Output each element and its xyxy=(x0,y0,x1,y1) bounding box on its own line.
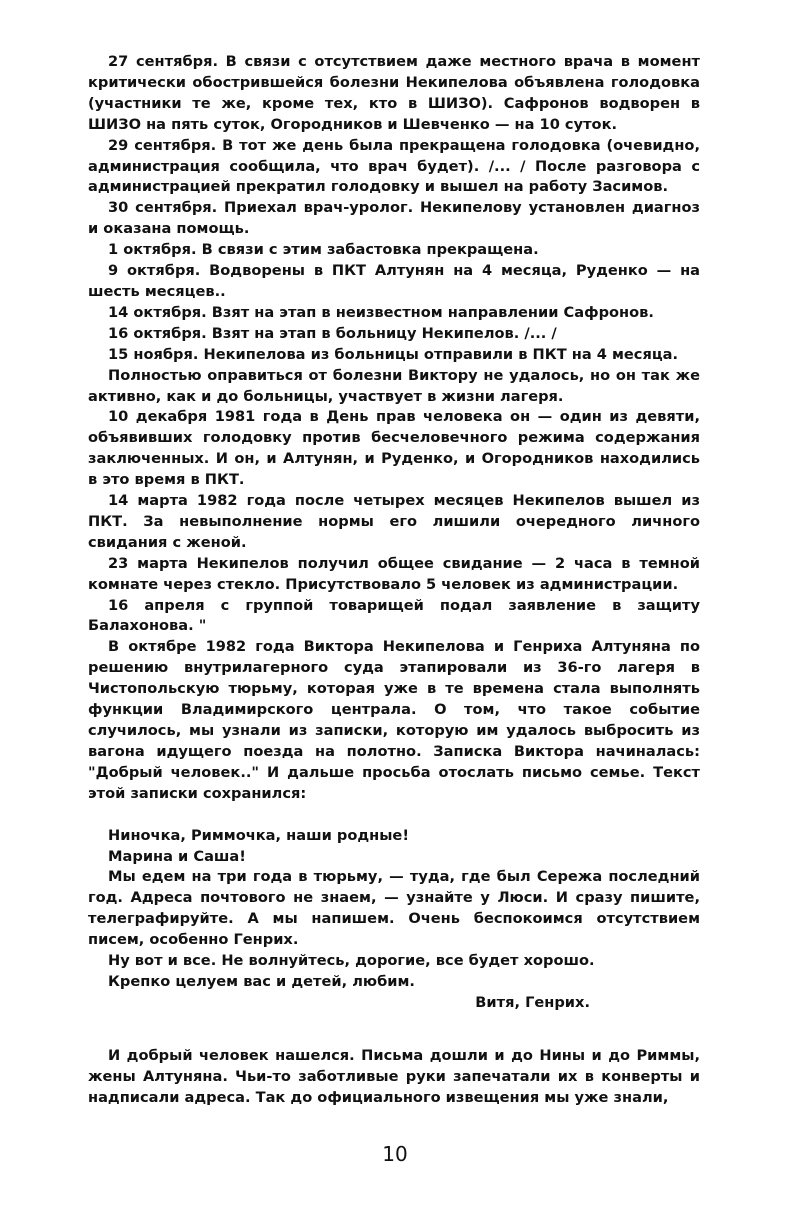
paragraph-nov-15: 15 ноября. Некипелова из больницы отправили в ПКТ на 4 месяца. xyxy=(108,345,679,363)
paragraph-dec-10: 10 декабря 1981 года в День прав человека он — один из девяти, объявивших голодовку против бесчеловечного режима содержания заключенных. И он, и Алтунян, и Руденко, и Огородников находились в это время в ПКТ. xyxy=(88,408,700,489)
letter-signature: Витя, Генрих. xyxy=(475,993,590,1011)
paragraph-oct-1: 1 октября. В связи с этим забастовка прекращена. xyxy=(108,241,539,259)
paragraph-sept-30: 30 сентября. Приехал врач-уролог. Некипелову установлен диагноз и оказана помощь. xyxy=(88,199,700,238)
paragraph-sept-27: 27 сентября. В связи с отсутствием даже местного врача в момент критически обострившейся болезни Некипелова объявлена голодовка (участники те же, кроме тех, кто в ШИЗО). Сафронов водворен в ШИЗО на пять суток, Огородников и Шевченко — на 10 суток. xyxy=(88,53,700,133)
paragraph-oct-16: 16 октября. Взят на этап в больницу Некипелов. /... / xyxy=(108,324,557,342)
letter-greeting: Ниночка, Риммочка, наши родные! xyxy=(108,826,409,844)
paragraph-oct-1982: В октябре 1982 года Виктора Некипелова и Генриха Алтуняна по решению внутрилагерного суда этапировали из 36-го лагеря в Чистопольскую тюрьму, которая уже в те времена стала выполнять функции Владимирского централа. О том, что такое событие случилось, мы узнали из записки, которую им удалось выбросить из вагона идущего поезда на полотно. Записка Виктора начиналась: "Добрый человек.." И дальше просьба отослать письмо семье. Текст этой записки сохранился: xyxy=(88,638,700,802)
page-number: 10 xyxy=(382,1142,408,1166)
letter-block xyxy=(88,826,700,1014)
paragraph-apr-16: 16 апреля с группой товарищей подал заявление в защиту Балахонова. " xyxy=(88,596,700,635)
paragraph-mar-23: 23 марта Некипелов получил общее свидание — 2 часа в темной комнате через стекло. Присутствовало 5 человек из администрации. xyxy=(88,554,700,593)
letter-greeting-2: Марина и Саша! xyxy=(108,847,246,865)
paragraph-sept-29: 29 сентября. В тот же день была прекращена голодовка (очевидно, администрация сообщила, что врач будет). /... / После разговора с администрацией прекратил голодовку и вышел на работу Засимов. xyxy=(88,136,700,196)
letter-reassurance: Ну вот и все. Не волнуйтесь, дорогие, все будет хорошо. xyxy=(108,952,595,970)
letter-closing: Крепко целуем вас и детей, любим. xyxy=(108,972,415,990)
letter-body: Мы едем на три года в тюрьму, — туда, где был Сережа последний год. Адреса почтового не знаем, — узнайте у Люси. И сразу пишите, телеграфируйте. А мы напишем. Очень беспокоимся отсутствием писем, особенно Генрих. xyxy=(88,868,700,949)
page-body xyxy=(88,52,700,1109)
paragraph-oct-9: 9 октября. Водворены в ПКТ Алтунян на 4 месяца, Руденко — на шесть месяцев.. xyxy=(88,262,700,300)
paragraph-mar-14: 14 марта 1982 года после четырех месяцев Некипелов вышел из ПКТ. За невыполнение нормы его лишили очередного личного свидания с женой. xyxy=(88,492,700,551)
paragraph-oct-14: 14 октября. Взят на этап в неизвестном направлении Сафронов. xyxy=(108,303,654,321)
paragraph-after-letter: И добрый человек нашелся. Письма дошли и до Нины и до Риммы, жены Алтуняна. Чьи-то заботливые руки запечатали их в конверты и надписали адреса. Так до официального извещения мы уже знали, xyxy=(88,1046,700,1106)
paragraph-recovery: Полностью оправиться от болезни Виктору не удалось, но он так же активно, как и до больницы, участвует в жизни лагеря. xyxy=(88,366,700,405)
